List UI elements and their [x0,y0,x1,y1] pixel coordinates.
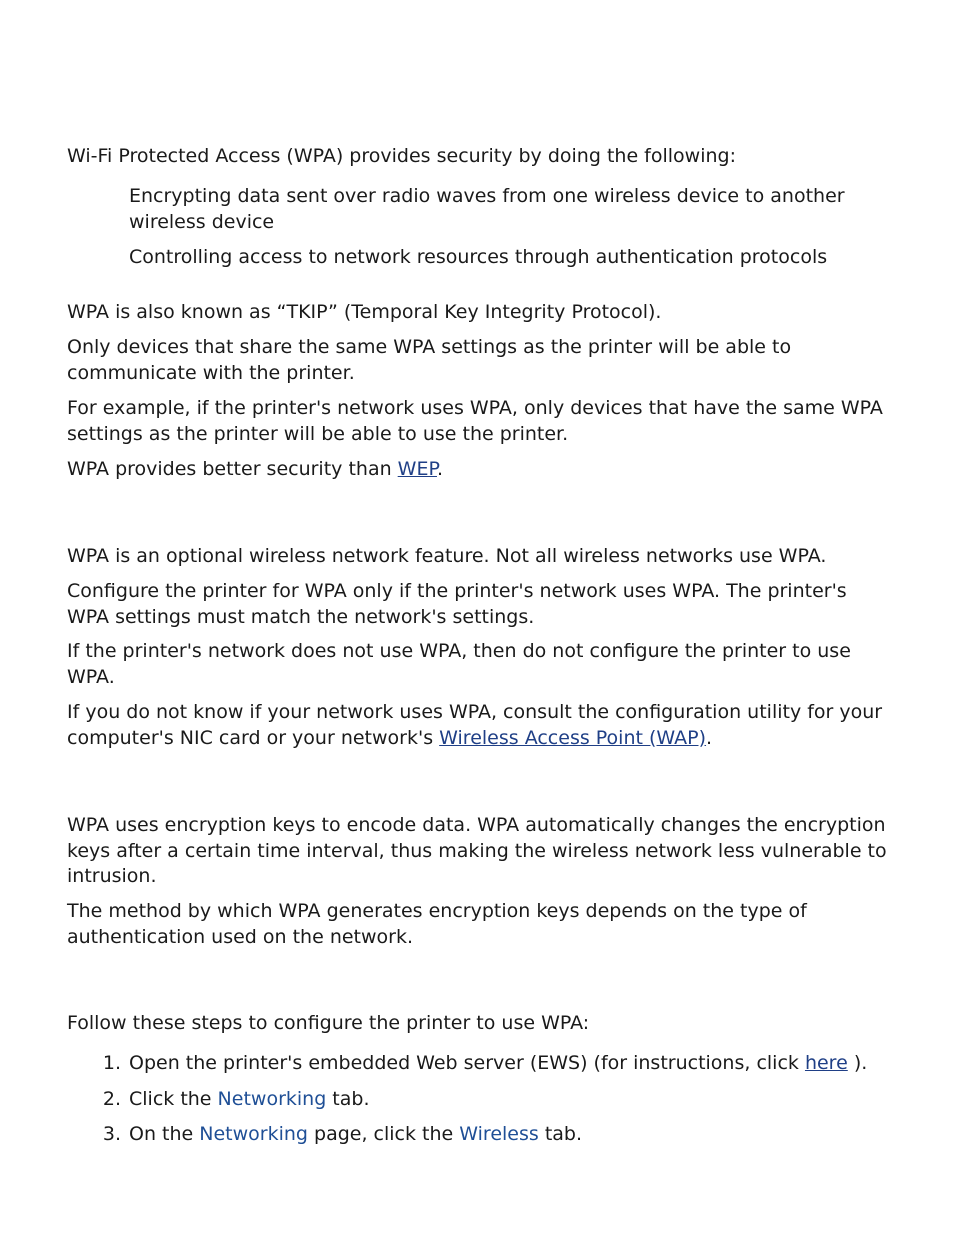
optional-p4-suffix: . [706,726,713,749]
optional-p4-prefix: If you do not know if your network uses WPA, consult the configuration utility for your computer's NIC card or your network's [67,701,883,749]
optional-paragraph-1: WPA is an optional wireless network feature. Not all wireless networks use WPA. [67,545,827,567]
step-item-3 [102,1122,887,1148]
bullet-item: Controlling access to network resources through authentication protocols [129,246,828,268]
better-security-paragraph [67,457,887,483]
optional-paragraph-3: If the printer's network does not use WPA, then do not configure the printer to use WPA. [67,640,851,688]
share-paragraph: Only devices that share the same WPA settings as the printer will be able to communicate with the printer. [67,336,792,384]
step-item-2 [102,1087,887,1113]
wap-link[interactable]: Wireless Access Point (WAP) [439,726,707,749]
here-link[interactable]: here [804,1052,848,1074]
optional-paragraph-2: Configure the printer for WPA only if the printer's network uses WPA. The printer's WPA settings must match the network's settings. [67,580,847,628]
step-2-prefix: Click the [129,1088,218,1110]
step-3-suffix: tab. [538,1123,583,1145]
tkip-paragraph: WPA is also known as “TKIP” (Temporal Key Integrity Protocol). [67,301,662,323]
keys-paragraph-2: The method by which WPA generates encryption keys depends on the type of authentication used on the network. [67,900,807,948]
keys-paragraph-1: WPA uses encryption keys to encode data. WPA automatically changes the encryption keys after a certain time interval, thus making the wireless network less vulnerable to intrusion. [67,814,887,887]
intro-lead: Wi-Fi Protected Access (WPA) provides security by doing the following: [67,145,736,167]
bullet-item: Encrypting data sent over radio waves from one wireless device to another wireless device [129,185,845,233]
step-3-prefix: On the [129,1123,200,1145]
step-2-suffix: tab. [326,1088,370,1110]
wep-link[interactable]: WEP [397,458,437,480]
step-number: 1. [102,1052,121,1074]
step-1-prefix: Open the printer's embedded Web server (EWS) (for instructions, click [129,1052,805,1074]
better-prefix: WPA provides better security than [67,458,398,480]
step-item-1 [102,1051,887,1077]
step-number: 2. [102,1088,121,1110]
example-paragraph: For example, if the printer's network uses WPA, only devices that have the same WPA settings as the printer will be able to use the printer. [67,397,883,445]
better-suffix: . [436,458,444,480]
steps-lead: Follow these steps to configure the printer to use WPA: [67,1012,590,1034]
step-number: 3. [102,1123,121,1145]
networking-tab-term: Networking [217,1088,327,1110]
step-3-mid: page, click the [307,1123,460,1145]
networking-page-term: Networking [199,1123,308,1145]
optional-paragraph-4 [67,700,887,751]
step-1-suffix: ). [847,1052,868,1074]
wireless-tab-term: Wireless [459,1123,539,1145]
